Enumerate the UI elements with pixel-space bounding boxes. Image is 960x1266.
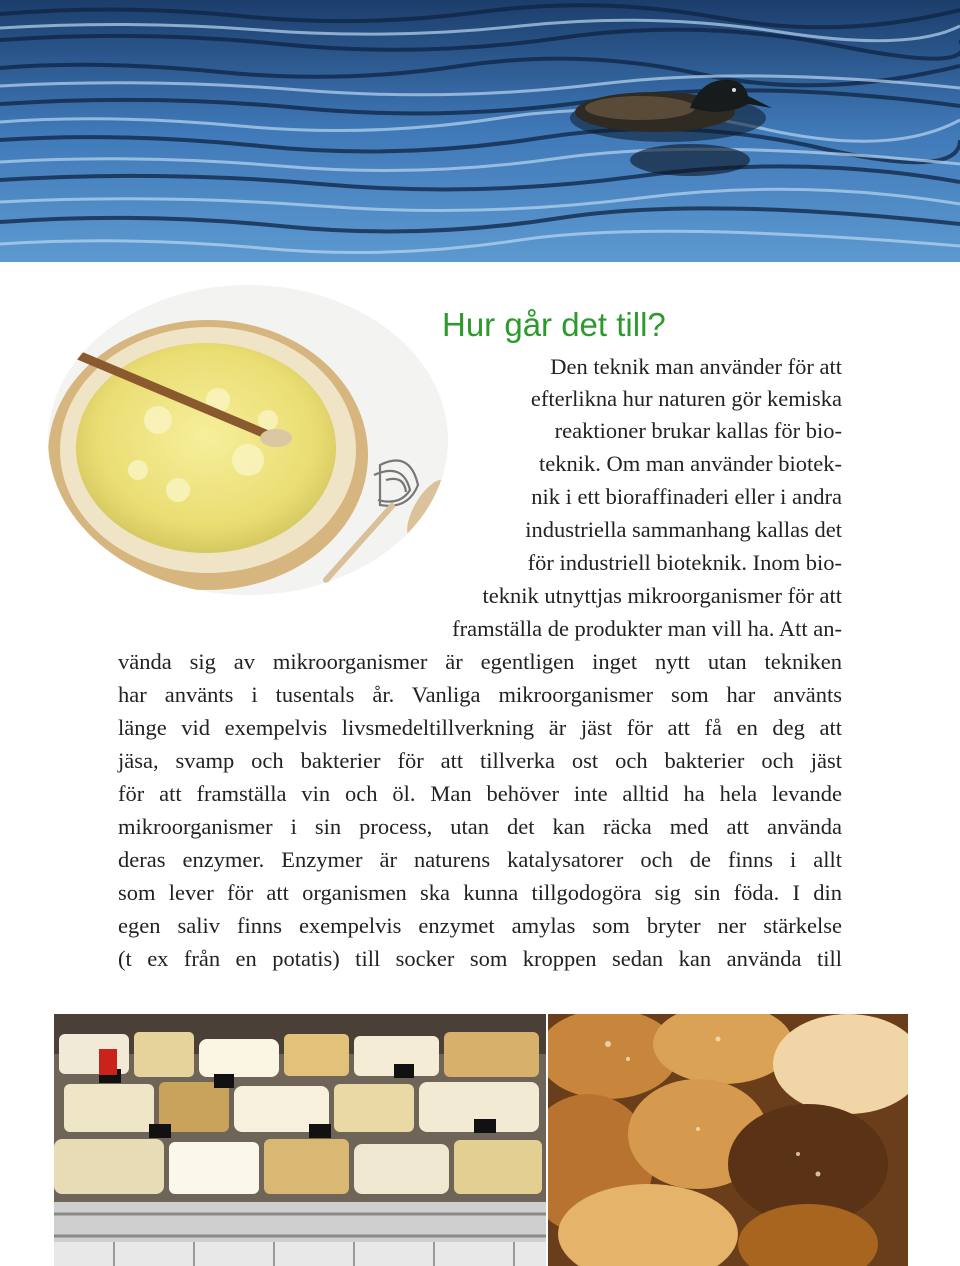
body-line: teknik utnyttjas mikroorganismer för att [482,583,842,608]
body-line: mikroorganismer i sin process, utan det kan räcka med att använda [118,814,842,839]
cheese-counter-photo [54,1014,546,1266]
body-line: industriella sammanhang kallas det [525,517,842,542]
body-line: jäsa, svamp och bakterier för att tillverka ost och bakterier och jäst [118,748,842,773]
cheese-illustration [54,1014,546,1266]
body-line: (t ex från en potatis) till socker som kroppen sedan kan använda till [118,946,842,971]
duck-water-photo [0,0,960,262]
body-line: som lever för att organismen ska kunna tillgodogöra sig sin föda. I din [118,880,842,905]
body-line: reaktioner brukar kallas för bio- [554,418,842,443]
page-heading: Hur går det till? [442,306,666,343]
body-line: nik i ett bioraffinaderi eller i andra [531,484,842,509]
body-line: framställa de produkter man vill ha. Att an- [452,616,842,641]
bread-illustration [548,1014,908,1266]
body-line: länge vid exempelvis livsmedeltillverkning är jäst för att få en deg att [118,715,842,740]
body-line: deras enzymer. Enzymer är naturens katalysatorer och de finns i allt [118,847,842,872]
body-line: teknik. Om man använder biotek- [538,451,842,476]
body-line: vända sig av mikroorganismer är egentligen inget nytt utan tekniken [118,649,842,674]
body-line: har använts i tusentals år. Vanliga mikroorganismer som har använts [118,682,842,707]
body-line: för industriell bioteknik. Inom bio- [527,550,842,575]
body-line: Den teknik man använder för att [550,354,842,379]
bowl-illustration [38,280,508,625]
bread-photo [548,1014,908,1266]
duck-water-illustration [0,0,960,262]
body-line: efterlikna hur naturen gör kemiska [530,386,842,411]
body-line: egen saliv finns exempelvis enzymet amylas som bryter ner stärkelse [118,913,842,938]
bowl-photo [38,280,508,625]
body-line: för att framställa vin och öl. Man behöver inte alltid ha hela levande [118,781,842,806]
